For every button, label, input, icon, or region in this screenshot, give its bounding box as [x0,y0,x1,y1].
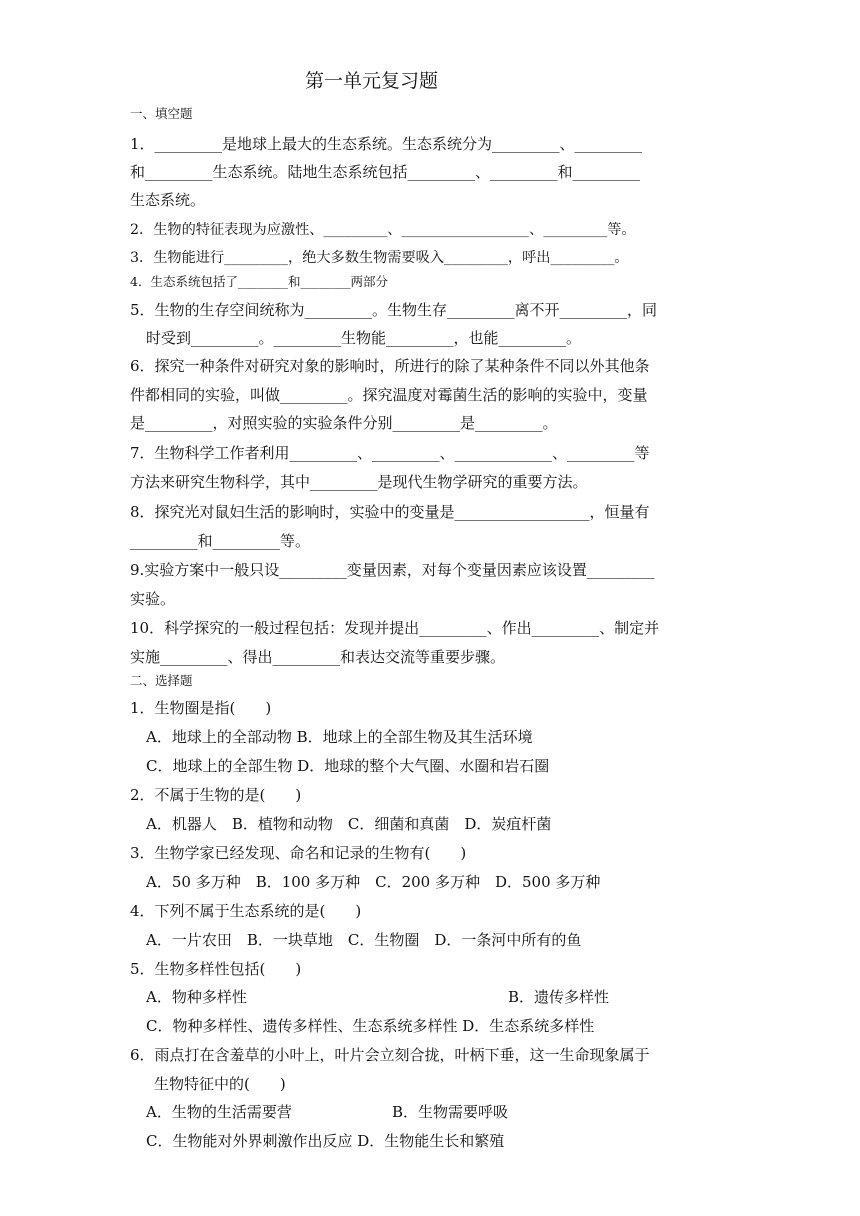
fill-line-1: 1．_________是地球上最大的生态系统。生态系统分为_________、_________ [130,135,643,153]
fill-line-10: 件都相同的实验，叫做_________。探究温度对霉菌生活的影响的实验中，变量 [130,386,648,404]
question-5-stem: 5．生物多样性包括( ) [130,960,302,978]
question-3-options: A．50 多万种 B．100 多万种 C．200 多万种 D．500 多万种 [146,873,601,891]
fill-line-15: _________和_________等。 [130,532,311,550]
fill-line-12: 7．生物科学工作者利用_________、_________、_____________、_________等 [130,444,650,462]
fill-line-6: 4．生态系统包括了________和________两部分 [130,274,388,289]
fill-line-17: 实验。 [130,590,176,608]
question-2-options: A．机器人 B．植物和动物 C．细菌和真菌 D．炭疽杆菌 [146,815,552,833]
fill-line-5: 3．生物能进行_________，绝大多数生物需要吸入_________，呼出_________。 [130,250,629,266]
question-1-options-cd: C．地球上的全部生物 D．地球的整个大气圈、水圈和岩石圈 [146,757,550,775]
question-5-option-b: B．遗传多样性 [508,988,610,1006]
question-5-options-cd: C．物种多样性、遗传多样性、生态系统多样性 D．生态系统多样性 [146,1017,595,1035]
question-6-options-ab [146,1098,736,1126]
question-1-options-ab: A．地球上的全部动物 B．地球上的全部生物及其生活环境 [146,728,533,746]
question-6-option-a: A．生物的生活需要营 [146,1103,292,1121]
fill-line-9: 6．探究一种条件对研究对象的影响时，所进行的除了某种条件不同以外其他条 [130,357,650,375]
question-4-stem: 4．下列不属于生态系统的是( ) [130,902,362,920]
fill-line-13: 方法来研究生物科学，其中_________是现代生物学研究的重要方法。 [130,473,588,491]
fill-line-19: 实施_________、得出_________和表达交流等重要步骤。 [130,648,506,666]
fill-line-11: 是_________，对照实验的实验条件分别_________是_________。 [130,414,558,432]
question-6-stem-line-1: 6．雨点打在含羞草的小叶上，叶片会立刻合拢，叶柄下垂，这一生命现象属于 [130,1046,650,1064]
question-1-stem: 1．生物圈是指( ) [130,699,272,717]
question-5-options-ab [146,983,736,1011]
question-4-options: A．一片农田 B．一块草地 C．生物圈 D．一条河中所有的鱼 [146,931,582,949]
question-6-options-cd: C．生物能对外界刺激作出反应 D．生物能生长和繁殖 [146,1132,505,1150]
fill-line-4: 2．生物的特征表现为应激性、_________、__________________、_________等。 [130,222,636,238]
fill-line-18: 10．科学探究的一般过程包括：发现并提出_________、作出_________、制定并 [130,619,660,637]
question-6-stem-line-2: 生物特征中的( ) [154,1075,286,1093]
fill-line-16: 9.实验方案中一般只设_________变量因素，对每个变量因素应该设置_________ [130,561,655,579]
fill-line-7: 5．生物的生存空间统称为_________。生物生存_________离不开_________，同 [130,301,658,319]
fill-line-14: 8．探究光对鼠妇生活的影响时，实验中的变量是__________________，恒量有 [130,503,650,521]
page-title: 第一单元复习题 [305,70,439,92]
fill-line-3: 生态系统。 [130,191,206,209]
question-2-stem: 2．不属于生物的是( ) [130,786,302,804]
fill-line-2: 和_________生态系统。陆地生态系统包括_________、_________和_________ [130,163,641,181]
question-3-stem: 3．生物学家已经发现、命名和记录的生物有( ) [130,844,467,862]
question-6-option-b: B．生物需要呼吸 [392,1103,509,1121]
fill-line-8: 时受到_________。_________生物能_________，也能_________。 [146,329,582,347]
section-heading-fill-in: 一、填空题 [130,106,193,121]
question-5-option-a: A．物种多样性 [146,988,247,1006]
section-heading-multiple-choice: 二、选择题 [130,673,193,688]
